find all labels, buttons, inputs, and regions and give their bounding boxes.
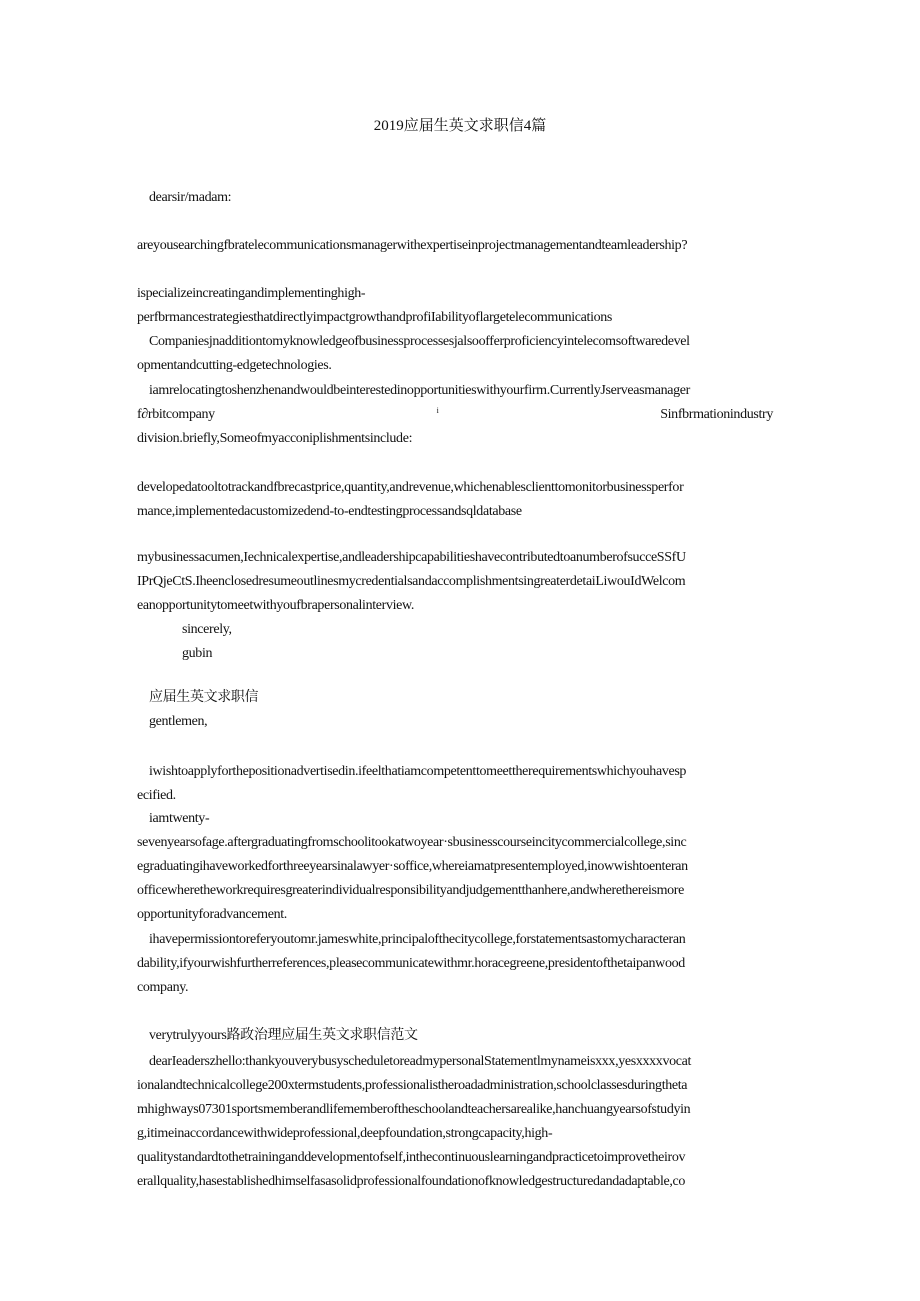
letter1-closing: sincerely, xyxy=(182,622,232,637)
letter3-paragraph-line: qualitystandardtothetraininganddevelopmentofself,inthecontinuouslearningandpracticetoimprovetheirov xyxy=(137,1150,686,1165)
letter1-paragraph-line: opmentandcutting-edgetechnologies. xyxy=(137,358,332,373)
letter1-paragraph-line xyxy=(137,573,787,591)
letter1-paragraph-line: Companiesjnadditiontomyknowledgeofbusinessprocessesjalsoofferproficiencyintelecomsoftwaredevel xyxy=(149,334,690,349)
letter3-heading: verytrulyyours路政治理应届生英文求职信范文 xyxy=(149,1028,418,1043)
letter3-paragraph-line: ionalandtechnicalcollege200xtermstudents,professionalistheroadadministration,schoolclassesduringtheta xyxy=(137,1078,688,1093)
letter2-paragraph-line: company. xyxy=(137,980,189,995)
letter2-paragraph-line: iamtwenty- xyxy=(149,811,210,826)
letter3-paragraph-line: mhighways07301sportsmemberandlifememberoftheschoolandteachersarealike,hanchuangyearsofstudyin xyxy=(137,1102,691,1117)
letter1-text-span: IPrQjeCtS.Iheenclosedresumeoutlinesmycredentialsandaccomplishmentsingreaterdetai xyxy=(137,574,596,589)
letter1-paragraph-line: mance,implementedacustomizedend-to-endtestingprocessandsqldatabase xyxy=(137,504,522,519)
letter2-paragraph-line: dability,ifyourwishfurtherreferences,pleasecommunicatewithmr.horacegreene,presidentofthetaipanwood xyxy=(137,956,685,971)
company-blank-start: f∂rbitcompany xyxy=(137,407,215,422)
letter1-paragraph-line: developedatooltotrackandfbrecastprice,quantity,andrevenue,whichenablesclienttomonitorbusinessperfor xyxy=(137,480,684,495)
letter1-paragraph-line: areyousearchingfbratelecommunicationsmanagerwithexpertiseinprojectmanagementandteamleadership? xyxy=(137,238,688,253)
letter1-salutation: dearsir/madam: xyxy=(149,190,232,205)
document-title: 2019应届生英文求职信4篇 xyxy=(373,118,547,134)
letter2-paragraph-line: ihavepermissiontoreferyoutomr.jameswhite,principalofthecitycollege,forstatementsastomycharacteran xyxy=(149,932,686,947)
letter1-signature: gubin xyxy=(182,646,213,661)
letter1-paragraph-line: perfbrmancestrategiesthatdirectlyimpactgrowthandprofiIabilityoflargetelecommunications xyxy=(137,310,613,325)
letter1-paragraph-line: ispecializeincreatingandimplementinghigh- xyxy=(137,286,366,301)
letter2-salutation: gentlemen, xyxy=(149,714,208,729)
letter2-paragraph-line: ecified. xyxy=(137,788,176,803)
company-blank-end: Sinfbrmationindustry xyxy=(660,407,773,422)
blank-mark: i xyxy=(436,406,439,415)
letter2-paragraph-line: sevenyearsofage.aftergraduatingfromschoolitookatwoyear·sbusinesscourseincitycommercialcollege,sinc xyxy=(137,835,687,850)
letter3-paragraph-line: g,itimeinaccordancewithwideprofessional,deepfoundation,strongcapacity,high- xyxy=(137,1126,553,1141)
letter2-paragraph-line: opportunityforadvancement. xyxy=(137,907,287,922)
letter2-paragraph-line: officewheretheworkrequiresgreaterindividualresponsibilityandjudgementthanhere,andwherethereismore xyxy=(137,883,684,898)
letter1-text-span: Liwou xyxy=(595,574,631,589)
letter2-paragraph-line: egraduatingihaveworkedforthreeyearsinalawyer·soffice,whereiamatpresentemployed,inowwishtoenteran xyxy=(137,859,688,874)
letter2-paragraph-line: iwishtoapplyforthepositionadvertisedin.ifeelthatiamcompetenttomeettherequirementswhichyouhavesp xyxy=(149,764,687,779)
letter1-paragraph-line: eanopportunitytomeetwithyoufbrapersonalinterview. xyxy=(137,598,415,613)
letter1-paragraph-line: division.briefly,Someofmyacconiplishmentsinclude: xyxy=(137,431,413,446)
letter3-paragraph-line: erallquality,hasestablishedhimselfasasolidprofessionalfoundationofknowledgestructuredandadaptable,co xyxy=(137,1174,686,1189)
letter1-text-span: IdWelcom xyxy=(630,574,686,589)
letter2-heading: 应届生英文求职信 xyxy=(149,690,259,705)
letter1-paragraph-line: iamrelocatingtoshenzhenandwouldbeinterestedinopportunitieswithyourfirm.CurrentlyJserveasmanager xyxy=(149,383,690,398)
letter3-paragraph-line: dearIeaderszhello:thankyouverybusyscheduletoreadmypersonalStatementlmynameisxxx,yesxxxxvocat xyxy=(149,1054,692,1069)
letter1-paragraph-line xyxy=(137,406,773,424)
letter1-paragraph-line: mybusinessacumen,Iechnicalexpertise,andleadershipcapabilitieshavecontributedtoanumberofsucceSSfU xyxy=(137,550,686,565)
